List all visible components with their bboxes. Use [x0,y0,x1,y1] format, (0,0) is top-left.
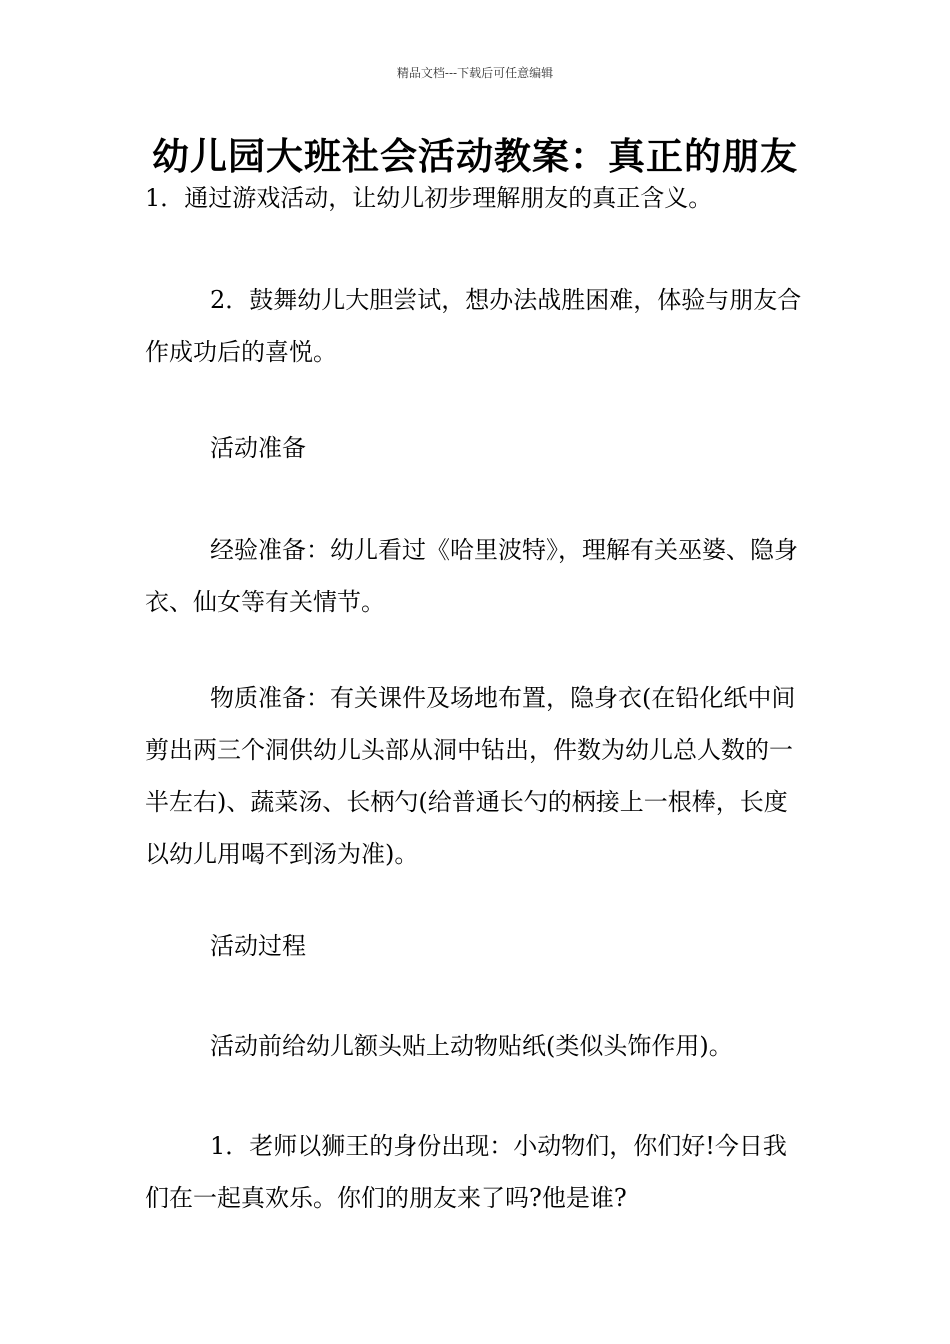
paragraph-pre-activity: 活动前给幼儿额头贴上动物贴纸(类似头饰作用)。 [210,1032,733,1060]
paragraph-goal-2: 2．鼓舞幼儿大胆尝试，想办法战胜困难，体验与朋友合作成功后的喜悦。 [145,286,802,366]
section-heading-process: 活动过程 [210,932,306,960]
paragraph-step-1: 1．老师以狮王的身份出现：小动物们，你们好!今日我们在一起真欢乐。你们的朋友来了吗?他是谁? [145,1132,787,1212]
document-title: 幼儿园大班社会活动教案：真正的朋友 [152,135,798,178]
section-heading-preparation: 活动准备 [210,434,306,462]
paragraph-experience-prep: 经验准备：幼儿看过《哈里波特》，理解有关巫婆、隐身衣、仙女等有关情节。 [145,536,798,616]
paragraph-material-prep: 物质准备：有关课件及场地布置，隐身衣(在铅化纸中间剪出两三个洞供幼儿头部从洞中钻出，件数为幼儿总人数的一半左右)、蔬菜汤、长柄勺(给普通长勺的柄接上一根棒，长度以幼儿用喝不到汤为准)。 [145,684,796,868]
paragraph-goal-1: 1．通过游戏活动，让幼儿初步理解朋友的真正含义。 [145,184,713,212]
page-header: 精品文档---下载后可任意编辑 [396,66,554,80]
